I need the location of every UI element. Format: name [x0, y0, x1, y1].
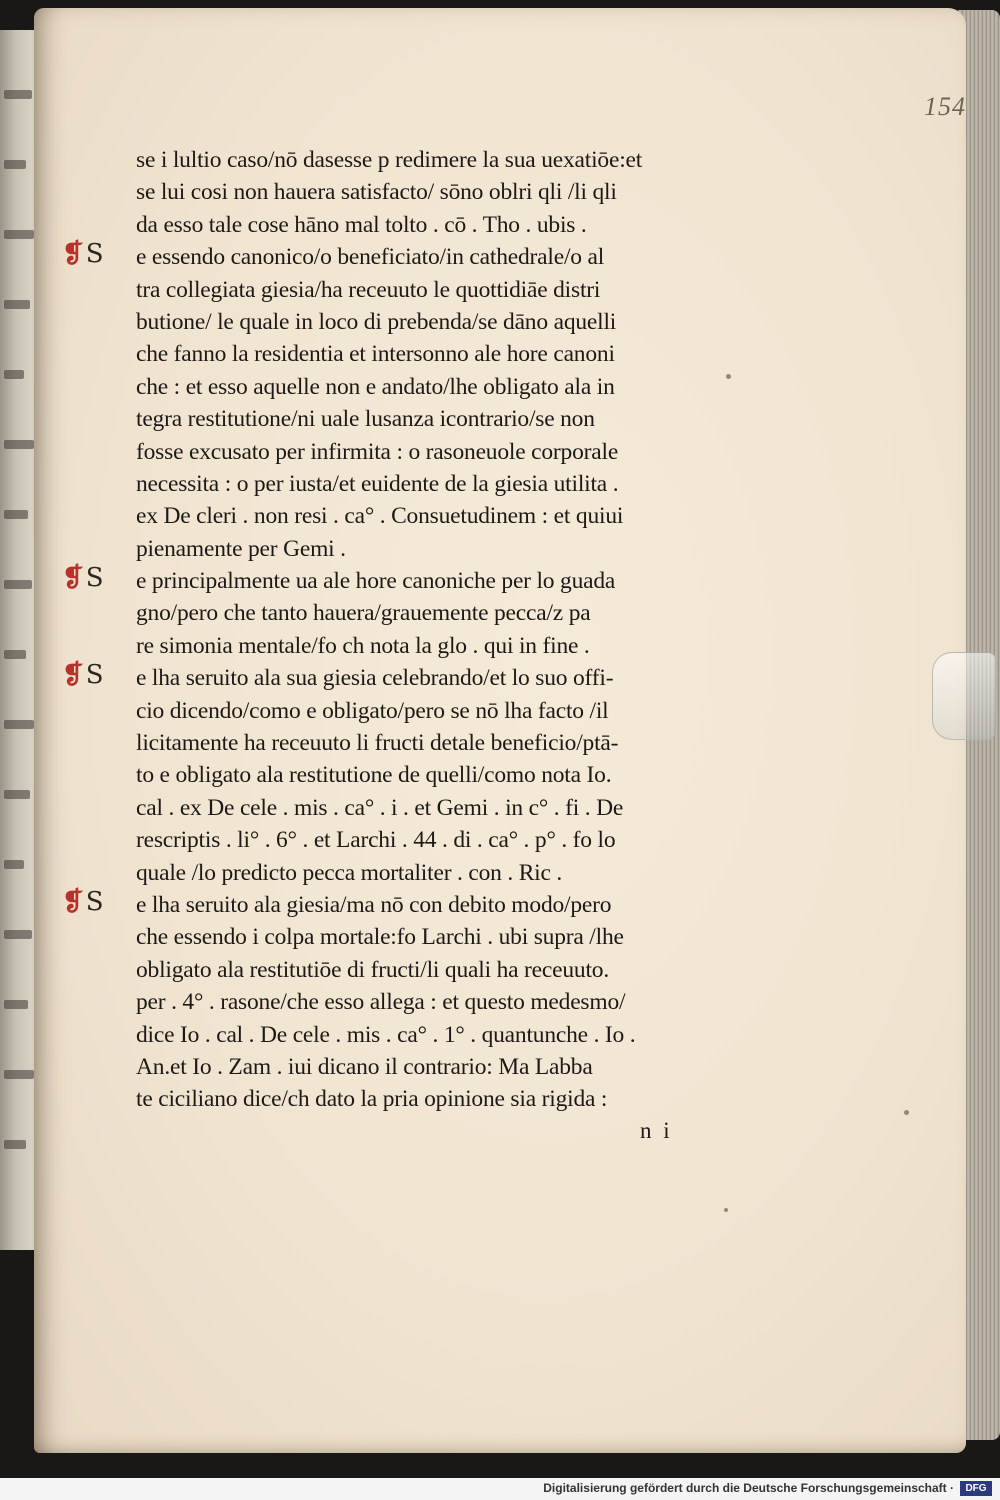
text-block [136, 144, 716, 1116]
paper-speck [724, 1208, 728, 1212]
paragraph-initial: S [85, 887, 104, 918]
text-line: dice Io . cal . De cele . mis . ca° . 1° . quantunche . Io . [136, 1021, 636, 1048]
paper-speck [904, 1110, 909, 1115]
text-line: rescriptis . li° . 6° . et Larchi . 44 . di . ca° . p° . fo lo [136, 827, 616, 854]
text-line: e lha seruito ala sua giesia celebrando/et lo suo offi- [136, 665, 614, 692]
text-line: se i lultio caso/nō dasesse p redimere la sua uexatiōe:et [136, 147, 643, 173]
book-clamp [932, 652, 996, 740]
paragraph-mark [62, 239, 104, 269]
facing-page-text-fragment [4, 300, 30, 309]
facing-page-text-fragment [4, 1000, 28, 1009]
text-line: e principalmente ua ale hore canoniche per lo guada [136, 568, 616, 595]
text-line: obligato ala restitutiōe di fructi/li quali ha receuuto. [136, 956, 610, 983]
text-line: to e obligato ala restitutione de quelli/como nota Io. [136, 762, 612, 789]
facing-page-text-fragment [4, 650, 26, 659]
text-line: per . 4° . rasone/che esso allega : et questo medesmo/ [136, 989, 626, 1016]
text-line: pienamente per Gemi . [136, 535, 346, 562]
paragraph-mark [62, 563, 104, 593]
dfg-logo: DFG [960, 1481, 992, 1496]
folio-number: 154 [924, 92, 966, 121]
paragraph-mark [62, 660, 104, 690]
text-line: quale /lo predicto pecca mortaliter . con . Ric . [136, 859, 563, 886]
signature-mark: n i [640, 1118, 673, 1143]
text-line: gno/pero che tanto hauera/grauemente pecca/z pa [136, 600, 591, 627]
footer-credit: Digitalisierung gefördert durch die Deutsche Forschungsgemeinschaft · [543, 1481, 954, 1495]
text-line: e essendo canonico/o beneficiato/in cathedrale/o al [136, 244, 605, 271]
footer-bar [0, 1478, 1000, 1500]
red-pilcrow-icon: ❡ [62, 239, 84, 270]
facing-page-text-fragment [4, 440, 34, 449]
paragraph-initial: S [85, 563, 104, 594]
facing-page-text-fragment [4, 160, 26, 169]
text-line: che essendo i colpa mortale:fo Larchi . ubi supra /lhe [136, 924, 624, 951]
text-line: cal . ex De cele . mis . ca° . i . et Gemi . in c° . fi . De [136, 794, 624, 821]
facing-page-text-fragment [4, 1140, 26, 1149]
text-line: licitamente ha receuuto li fructi detale beneficio/ptā- [136, 730, 619, 757]
text-line: fosse excusato per infirmita : o rasoneuole corporale [136, 438, 619, 465]
facing-page-text-fragment [4, 930, 32, 939]
text-line: se lui cosi non hauera satisfacto/ sōno oblri qli /li qli [136, 179, 617, 206]
facing-page-text-fragment [4, 790, 30, 799]
red-pilcrow-icon: ❡ [62, 887, 84, 918]
text-line: che : et esso aquelle non e andato/lhe obligato ala in [136, 373, 615, 400]
facing-page-text-fragment [4, 370, 24, 379]
facing-page-text-fragment [4, 580, 32, 589]
facing-page-text-fragment [4, 1070, 34, 1079]
text-line: te ciciliano dice/ch dato la pria opinione sia rigida : [136, 1086, 608, 1113]
text-line: tegra restitutione/ni uale lusanza icontrario/se non [136, 406, 595, 433]
text-line: che fanno la residentia et intersonno ale hore canoni [136, 341, 615, 368]
red-pilcrow-icon: ❡ [62, 660, 84, 691]
paragraph-mark [62, 887, 104, 917]
text-line: tra collegiata giesia/ha receuuto le quottidiāe distri [136, 276, 601, 303]
paragraph-initial: S [85, 660, 104, 691]
paper-speck [726, 374, 731, 379]
text-line: necessita : o per iusta/et euidente de la giesia utilita . [136, 470, 619, 497]
facing-page-text-fragment [4, 860, 24, 869]
facing-page-text-fragment [4, 230, 34, 239]
text-line: da esso tale cose hāno mal tolto . cō . Tho . ubis . [136, 211, 587, 238]
text-line: butione/ le quale in loco di prebenda/se dāno aquelli [136, 308, 617, 335]
paragraph-initial: S [85, 239, 104, 270]
text-line: An.et Io . Zam . iui dicano il contrario: Ma Labba [136, 1053, 593, 1080]
text-line: ex De cleri . non resi . ca° . Consuetudinem : et quiui [136, 503, 624, 530]
facing-page-text-fragment [4, 90, 32, 99]
text-line: cio dicendo/como e obligato/pero se nō lha facto /il [136, 697, 609, 724]
text-line: re simonia mentale/fo ch nota la glo . qui in fine . [136, 632, 590, 659]
facing-page-text-fragment [4, 720, 34, 729]
red-pilcrow-icon: ❡ [62, 563, 84, 594]
facing-page-text-fragment [4, 510, 28, 519]
text-line: e lha seruito ala giesia/ma nō con debito modo/pero [136, 891, 612, 918]
